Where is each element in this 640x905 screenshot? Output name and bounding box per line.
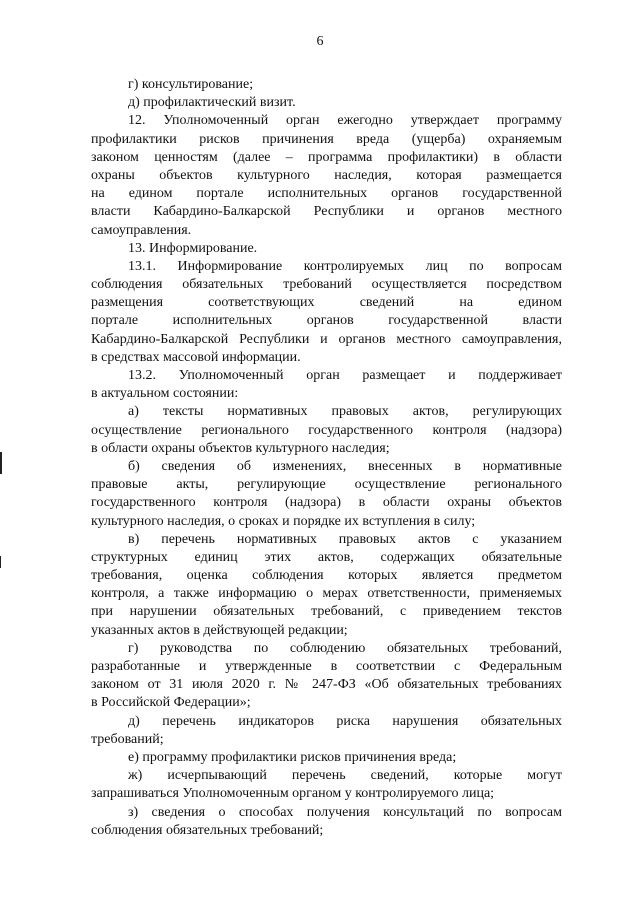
text-line: требований; [91,731,164,747]
text-line: ж) исчерпывающий перечень сведений, которые могут [128,768,562,784]
scan-edge-mark [0,556,1,568]
text-line: д) перечень индикаторов риска нарушения обязательных [128,713,562,729]
text-line: законом от 31 июля 2020 г. № 247-ФЗ «Об обязательных требованиях [91,677,562,693]
text-line: соблюдения обязательных требований осуществляется посредством [91,277,562,293]
text-line: в Российской Федерации»; [91,695,251,711]
text-line: при нарушении обязательных требований, с приведением текстов [91,604,562,620]
text-line: осуществление регионального государственного контроля (надзора) [91,422,562,438]
text-line: 13.1. Информирование контролируемых лиц по вопросам [128,258,562,274]
text-line: законом ценностям (далее – программа профилактики) в области [91,149,562,165]
text-line: охраны объектов культурного наследия, которая размещается [91,167,562,183]
text-line: г) руководства по соблюдению обязательных требований, [128,640,562,656]
text-line: правовые акты, регулирующие осуществление регионального [91,477,562,493]
text-line: Кабардино-Балкарской Республики и органов местного самоуправления, [91,331,562,347]
text-line: самоуправления. [91,222,192,238]
text-line: запрашиваться Уполномоченным органом у контролируемого лица; [91,786,495,802]
text-line: е) программу профилактики рисков причинения вреда; [128,749,457,765]
text-line: 12. Уполномоченный орган ежегодно утверждает программу [128,113,562,129]
text-line: портале исполнительных органов государственной власти [91,313,562,329]
scan-edge-mark [0,452,2,474]
text-line: в средствах массовой информации. [91,349,301,365]
text-line: б) сведения об изменениях, внесенных в нормативные [128,458,562,474]
text-line: г) консультирование; [128,77,254,92]
text-line: требования, оценка соблюдения которых является предметом [91,568,562,584]
text-line: профилактики рисков причинения вреда (ущерба) охраняемым [91,131,562,147]
text-line: указанных актов в действующей редакции; [91,622,348,638]
text-line: 13.2. Уполномоченный орган размещает и поддерживает [128,368,562,383]
text-line: контроля, а также информацию о мерах ответственности, применяемых [91,586,562,602]
text-line: а) тексты нормативных правовых актов, регулирующих [128,404,562,420]
text-line: з) сведения о способах получения консультаций по вопросам [128,804,562,820]
text-line: власти Кабардино-Балкарской Республики и органов местного [91,204,562,220]
text-line: структурных единиц этих актов, содержащих обязательные [91,549,562,565]
text-line: государственного контроля (надзора) в области охраны объектов [91,495,562,511]
text-line: в области охраны объектов культурного наследия; [91,440,390,456]
page-number: 6 [316,34,324,49]
document-body [91,76,562,840]
text-line: размещения соответствующих сведений на едином [91,295,562,311]
text-line: 13. Информирование. [128,240,258,256]
text-line: на едином портале исполнительных органов государственной [91,186,562,202]
text-line: в актуальном состоянии: [91,386,239,402]
text-line: в) перечень нормативных правовых актов с указанием [128,531,562,547]
text-line: культурного наследия, о сроках и порядке их вступления в силу; [91,513,476,529]
text-line: соблюдения обязательных требований; [91,822,324,838]
text-line: д) профилактический визит. [128,95,296,111]
text-line: разработанные и утвержденные в соответствии с Федеральным [91,659,562,674]
